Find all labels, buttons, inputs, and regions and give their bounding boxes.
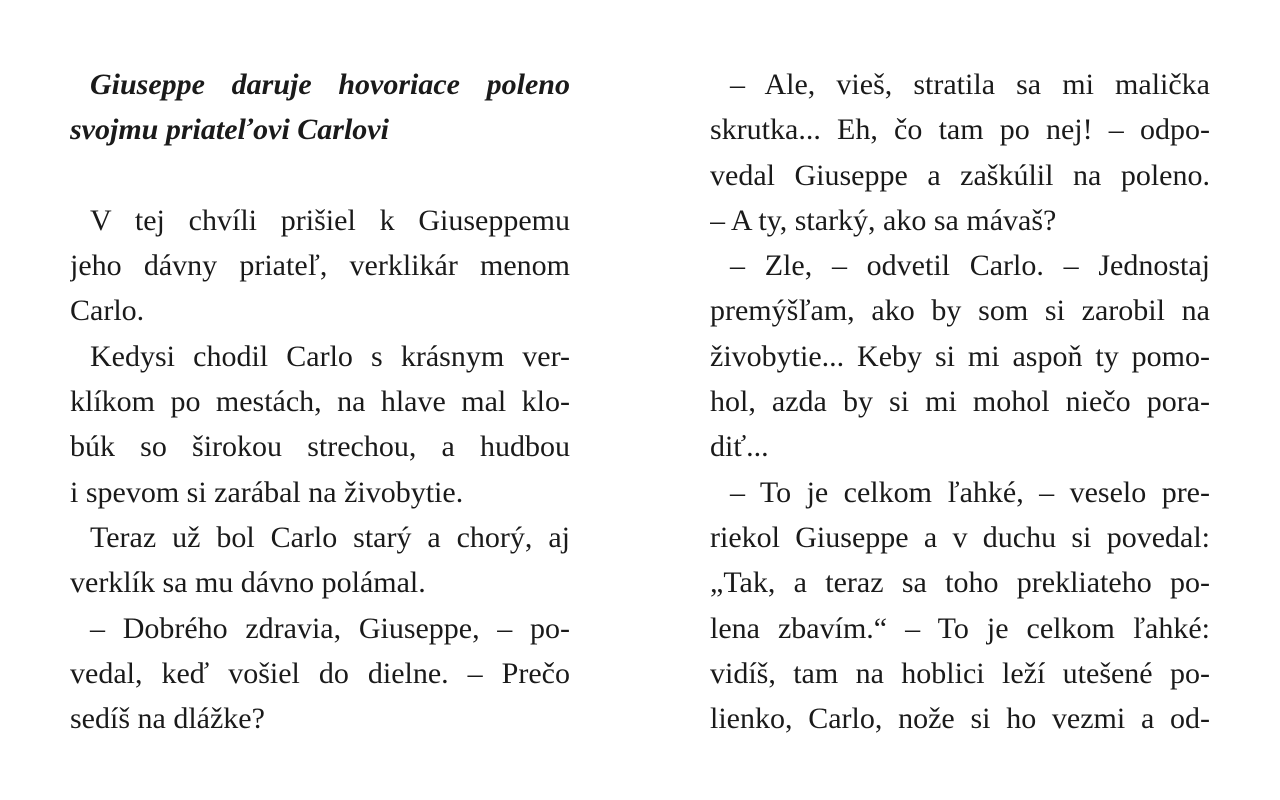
paragraph — [70, 606, 570, 742]
text-line: – Zle, – odvetil Carlo. – Jednostaj — [730, 249, 1210, 283]
chapter-title-line: svojmu priateľovi Carlovi — [70, 113, 389, 147]
text-line: „Tak, a teraz sa toho prekliateho po- — [710, 566, 1210, 600]
text-line: premýšľam, ako by som si zarobil na — [710, 294, 1210, 328]
text-line: – A ty, starký, ako sa mávaš? — [710, 203, 1057, 237]
text-line: Kedysi chodil Carlo s krásnym ver- — [90, 339, 570, 373]
text-line: – To je celkom ľahké, – veselo pre- — [730, 475, 1210, 509]
paragraph — [70, 515, 570, 606]
spacer — [70, 153, 570, 198]
chapter-title — [70, 62, 570, 153]
text-line: skrutka... Eh, čo tam po nej! – odpo- — [710, 113, 1210, 147]
text-line: vedal, keď vošiel do dielne. – Prečo — [70, 656, 570, 690]
text-line: diť... — [710, 430, 769, 464]
text-line: klíkom po mestách, na hlave mal klo- — [70, 385, 570, 419]
text-line: sedíš na dlážke? — [70, 702, 265, 736]
text-line: i spevom si zarábal na živobytie. — [70, 475, 464, 509]
paragraph — [710, 243, 1210, 469]
text-line: živobytie... Keby si mi aspoň ty pomo- — [710, 339, 1210, 373]
text-line: vidíš, tam na hoblici leží utešené po- — [710, 656, 1210, 690]
paragraph — [70, 198, 570, 334]
text-line: – Ale, vieš, stratila sa mi malička — [730, 68, 1210, 101]
left-page — [70, 62, 570, 741]
text-line: riekol Giuseppe a v duchu si povedal: — [710, 520, 1210, 554]
text-line: hol, azda by si mi mohol niečo pora- — [710, 385, 1210, 419]
text-line: verklík sa mu dávno polámal. — [70, 566, 426, 600]
text-line: búk so širokou strechou, a hudbou — [70, 430, 570, 464]
chapter-title-line: Giuseppe daruje hovoriace poleno — [90, 68, 570, 101]
paragraph — [70, 334, 570, 515]
paragraph — [710, 470, 1210, 742]
text-line: lena zbavím.“ – To je celkom ľahké: — [710, 611, 1210, 645]
text-line: lienko, Carlo, nože si ho vezmi a od- — [710, 702, 1210, 736]
text-line: – Dobrého zdravia, Giuseppe, – po- — [90, 611, 570, 645]
text-line: vedal Giuseppe a zaškúlil na poleno. — [710, 158, 1210, 192]
text-line: Teraz už bol Carlo starý a chorý, aj — [90, 520, 570, 554]
text-line: Carlo. — [70, 294, 145, 328]
paragraph — [710, 62, 1210, 243]
text-line: V tej chvíli prišiel k Giuseppemu — [90, 203, 570, 237]
text-line: jeho dávny priateľ, verklikár menom — [70, 249, 570, 283]
right-page — [710, 62, 1210, 741]
